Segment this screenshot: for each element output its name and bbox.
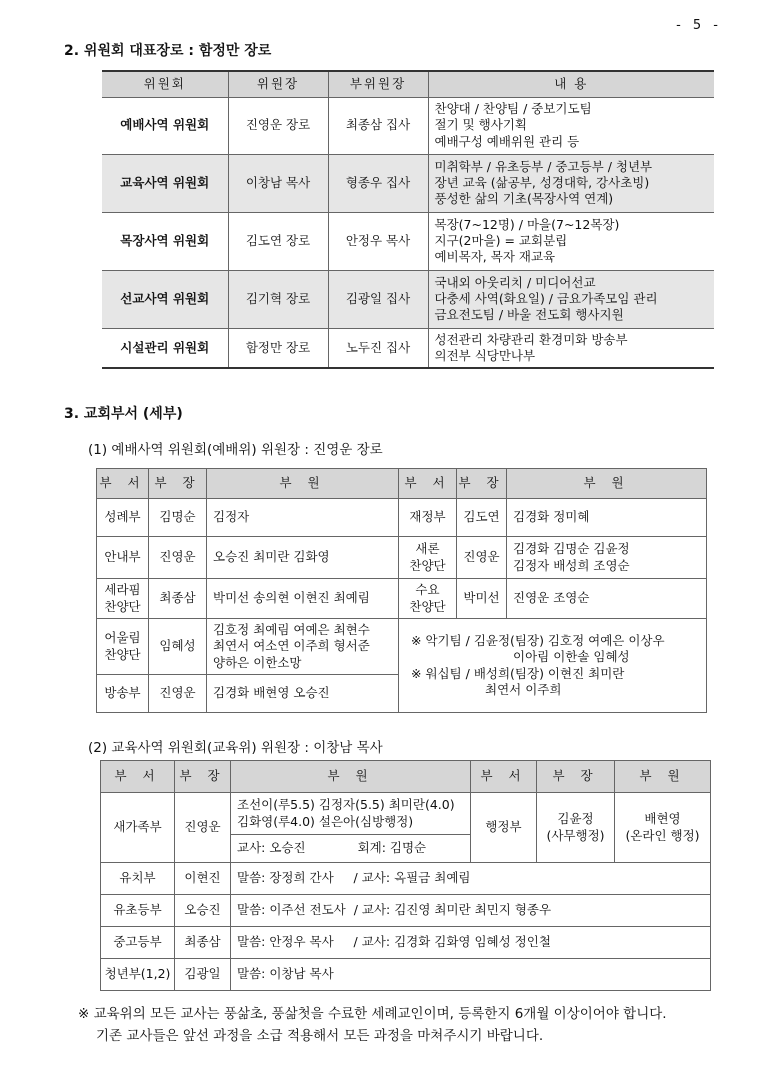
- dept: 수요 찬양단: [399, 579, 457, 619]
- dept: 성례부: [97, 499, 149, 537]
- header-members: 부 원: [507, 469, 707, 499]
- head: 이현진: [175, 863, 231, 895]
- content: 국내외 아웃리치 / 미디어선교 다충세 사역(화요일) / 금요가족모임 관리 금요전도팀 / 바울 전도회 행사지원: [428, 270, 714, 328]
- members: 김경화 정미혜: [507, 499, 707, 537]
- head: 진영운: [149, 537, 207, 579]
- vice-chair: 김광일 집사: [328, 270, 428, 328]
- head: 임혜성: [149, 619, 207, 675]
- head: 오승진: [175, 895, 231, 927]
- members: 김경화 배현영 오승진: [207, 675, 399, 713]
- vice-chair: 안정우 목사: [328, 212, 428, 270]
- committee-name: 예배사역 위원회: [102, 97, 228, 154]
- members: 말씀: 이주선 전도사 / 교사: 김진영 최미란 최민지 형종우: [231, 895, 711, 927]
- members: 오승진 최미란 김화영: [207, 537, 399, 579]
- members: 조선이(루5.5) 김정자(5.5) 최미란(4.0) 김화영(루4.0) 설은아(심방행정): [231, 793, 471, 835]
- table-row: [97, 619, 707, 675]
- dept: 새가족부: [101, 793, 175, 863]
- header-dept: 부 서: [101, 761, 175, 793]
- dept: 유초등부: [101, 895, 175, 927]
- members: 김정자: [207, 499, 399, 537]
- committee-table: [102, 70, 714, 369]
- header-head: 부 장: [457, 469, 507, 499]
- dept: 새론 찬양단: [399, 537, 457, 579]
- table-row: [101, 927, 711, 959]
- header-chair: 위원장: [228, 71, 328, 97]
- head: 박미선: [457, 579, 507, 619]
- header-head: 부 장: [149, 469, 207, 499]
- header-members: 부 원: [615, 761, 711, 793]
- head: 김도연: [457, 499, 507, 537]
- content: 찬양대 / 찬양팀 / 중보기도팀 절기 및 행사기획 예배구성 예배위원 관리 등: [428, 97, 714, 154]
- dept: 유치부: [101, 863, 175, 895]
- footnote: ※ 교육위의 모든 교사는 풍삶초, 풍삶첫을 수료한 세례교인이며, 등록한지 6개월 이상이어야 합니다. 기존 교사들은 앞선 과정을 소급 적용해서 모든 과정을 마쳐주시기 바랍니다.: [78, 1006, 667, 1044]
- members: 김경화 김명순 김윤정 김정자 배성희 조영순: [507, 537, 707, 579]
- table-row: [102, 212, 714, 270]
- content: 미취학부 / 유초등부 / 중고등부 / 청년부 장년 교육 (삶공부, 성경대학, 강사초빙) 풍성한 삶의 기초(목장사역 연계): [428, 154, 714, 212]
- members: 말씀: 이창남 목사: [231, 959, 711, 991]
- dept: 어울림 찬양단: [97, 619, 149, 675]
- table-row: [101, 793, 711, 835]
- head: 김명순: [149, 499, 207, 537]
- head: 김윤정 (사무행정): [537, 793, 615, 863]
- committee-name: 교육사역 위원회: [102, 154, 228, 212]
- committee-name: 목장사역 위원회: [102, 212, 228, 270]
- vice-chair: 형종우 집사: [328, 154, 428, 212]
- members: 배현영 (온라인 행정): [615, 793, 711, 863]
- team-notes: ※ 악기팀 / 김윤정(팀장) 김호정 여예은 이상우 이아림 이한솔 임혜성 ※ 워십팀 / 배성희(팀장) 이현진 최미란 최연서 이주희: [399, 619, 707, 713]
- header-committee: 위원회: [102, 71, 228, 97]
- dept: 행정부: [471, 793, 537, 863]
- head: 김광일: [175, 959, 231, 991]
- dept: 재정부: [399, 499, 457, 537]
- dept: 중고등부: [101, 927, 175, 959]
- page-number: - 5 -: [676, 18, 722, 33]
- vice-chair: 최종삼 집사: [328, 97, 428, 154]
- committee-name: 시설관리 위원회: [102, 328, 228, 368]
- header-head: 부 장: [537, 761, 615, 793]
- chair: 함정만 장로: [228, 328, 328, 368]
- education-dept-table: [100, 760, 711, 991]
- header-vice: 부위원장: [328, 71, 428, 97]
- table-row: [97, 499, 707, 537]
- members: 김호정 최예림 여예은 최현수 최연서 여소연 이주희 형서준 양하은 이한소망: [207, 619, 399, 675]
- table-row: [102, 154, 714, 212]
- worship-dept-table: [96, 468, 707, 713]
- header-content: 내 용: [428, 71, 714, 97]
- dept: 청년부(1,2): [101, 959, 175, 991]
- chair: 김기혁 장로: [228, 270, 328, 328]
- members: 진영운 조영순: [507, 579, 707, 619]
- header-members: 부 원: [207, 469, 399, 499]
- subsection1-title: (1) 예배사역 위원회(예배위) 위원장 : 진영운 장로: [88, 442, 383, 458]
- dept: 안내부: [97, 537, 149, 579]
- header-dept: 부 서: [399, 469, 457, 499]
- chair: 김도연 장로: [228, 212, 328, 270]
- members: 말씀: 장정희 간사 / 교사: 옥필금 최예림: [231, 863, 711, 895]
- members: 말씀: 안정우 목사 / 교사: 김경화 김화영 임혜성 정인철: [231, 927, 711, 959]
- vice-chair: 노두진 집사: [328, 328, 428, 368]
- head: 최종삼: [149, 579, 207, 619]
- table-row: [97, 579, 707, 619]
- table-row: [102, 270, 714, 328]
- content: 성전관리 차량관리 환경미화 방송부 의전부 식당만나부: [428, 328, 714, 368]
- dept: 세라핌 찬양단: [97, 579, 149, 619]
- table-row: [101, 863, 711, 895]
- header-dept: 부 서: [97, 469, 149, 499]
- chair: 이창남 목사: [228, 154, 328, 212]
- header-dept: 부 서: [471, 761, 537, 793]
- committee-name: 선교사역 위원회: [102, 270, 228, 328]
- table-row: [101, 959, 711, 991]
- header-members: 부 원: [231, 761, 471, 793]
- head: 진영운: [457, 537, 507, 579]
- head: 최종삼: [175, 927, 231, 959]
- dept: 방송부: [97, 675, 149, 713]
- members: 박미선 송의현 이현진 최예림: [207, 579, 399, 619]
- table-row: [102, 97, 714, 154]
- table-row: [97, 537, 707, 579]
- chair: 진영운 장로: [228, 97, 328, 154]
- section2-title: 2. 위원회 대표장로 : 함정만 장로: [64, 43, 272, 59]
- content: 목장(7~12명) / 마을(7~12목장) 지구(2마을) = 교회분립 예비목자, 목자 재교육: [428, 212, 714, 270]
- table-row: [101, 895, 711, 927]
- head: 진영운: [149, 675, 207, 713]
- head: 진영운: [175, 793, 231, 863]
- table-row: [102, 328, 714, 368]
- teacher-accountant: 교사: 오승진 회계: 김명순: [231, 835, 471, 863]
- subsection2-title: (2) 교육사역 위원회(교육위) 위원장 : 이창남 목사: [88, 740, 383, 756]
- header-head: 부 장: [175, 761, 231, 793]
- section3-title: 3. 교회부서 (세부): [64, 406, 183, 422]
